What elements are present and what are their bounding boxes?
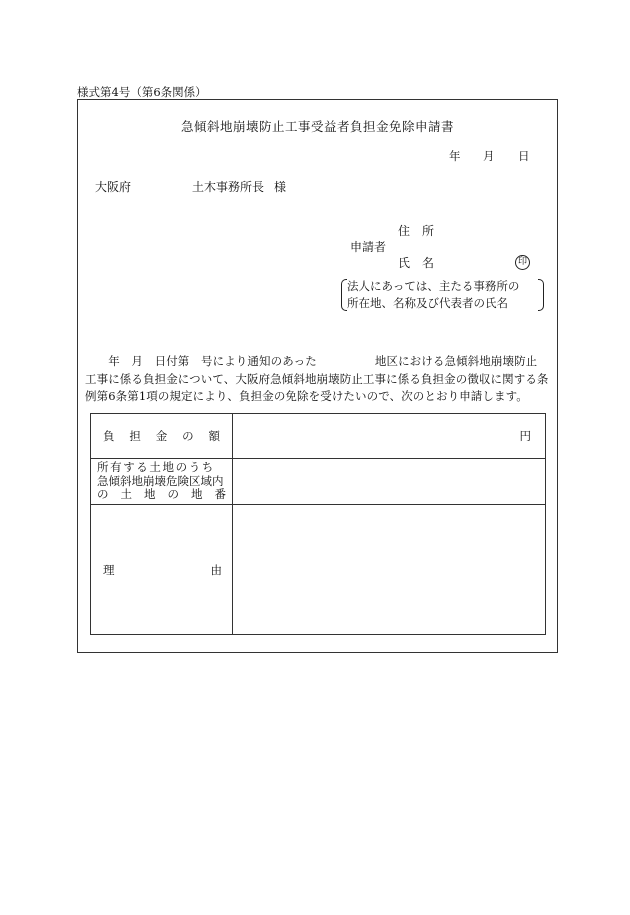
- amount-label-char: の: [182, 429, 194, 443]
- land-label-char: の: [97, 487, 109, 502]
- reason-label-char: 理: [103, 562, 115, 577]
- land-label-char: 地: [191, 487, 203, 502]
- amount-label-char: 担: [129, 429, 141, 443]
- land-label-char: 番: [214, 487, 226, 502]
- statement-line-3: 例第6条第1項の規定により、負担金の免除を受けたいので、次のとおり申請します。: [85, 389, 528, 403]
- form-number: 様式第4号（第6条関係）: [77, 85, 207, 99]
- land-label-char: の: [167, 487, 179, 502]
- form-title: 急傾斜地崩壊防止工事受益者負担金免除申請書: [180, 119, 454, 134]
- land-row: [91, 459, 546, 505]
- note-bracket-left: [341, 279, 347, 311]
- amount-label: [91, 414, 233, 459]
- corporate-note-line-1: 法人にあっては、主たる事務所の: [347, 279, 520, 293]
- amount-unit: 円: [519, 429, 531, 443]
- addressee-honorific: 様: [274, 180, 287, 194]
- date-month-label: 月: [483, 149, 495, 163]
- reason-field[interactable]: [233, 505, 546, 635]
- applicant-label: 申請者: [350, 240, 387, 254]
- land-label-char: 地: [144, 487, 156, 502]
- amount-label-char: 額: [208, 429, 220, 443]
- application-table: [90, 413, 546, 635]
- applicant-name-label: 氏 名: [398, 256, 435, 270]
- amount-label-char: 金: [155, 429, 168, 443]
- amount-field[interactable]: [233, 414, 546, 459]
- statement-line-2: 工事に係る負担金について、大阪府急傾斜地崩壊防止工事に係る負担金の徴収に関する条: [85, 371, 549, 386]
- form-frame: [77, 99, 558, 653]
- land-label-line-3: [97, 488, 226, 502]
- land-label: [91, 459, 233, 505]
- corporate-note-line-2: 所在地、名称及び代表者の氏名: [347, 296, 508, 310]
- date-day-label: 日: [518, 149, 530, 163]
- land-label-line-2: 急傾斜地崩壊危険区域内: [97, 473, 224, 488]
- amount-label-char: 負: [103, 429, 115, 443]
- corporate-note: [341, 278, 544, 312]
- date-year-label: 年: [449, 149, 461, 163]
- reason-label-char: 由: [210, 562, 222, 577]
- land-label-line-1: 所有する土地のうち: [97, 460, 215, 475]
- statement-line-1: 年 月 日付第 号により通知のあった 地区における急傾斜地崩壊防止: [85, 354, 538, 368]
- note-bracket-right: [538, 279, 544, 311]
- application-statement: [85, 353, 555, 406]
- amount-row: [91, 414, 546, 459]
- addressee-prefecture: 大阪府: [95, 180, 132, 194]
- land-number-field[interactable]: [233, 459, 546, 505]
- land-label-char: 土: [120, 487, 132, 502]
- reason-row: [91, 505, 546, 635]
- addressee-office: 土木事務所長: [192, 180, 265, 194]
- applicant-address-label: 住 所: [398, 224, 435, 238]
- reason-label: [91, 505, 233, 635]
- seal-mark: 印: [515, 255, 530, 270]
